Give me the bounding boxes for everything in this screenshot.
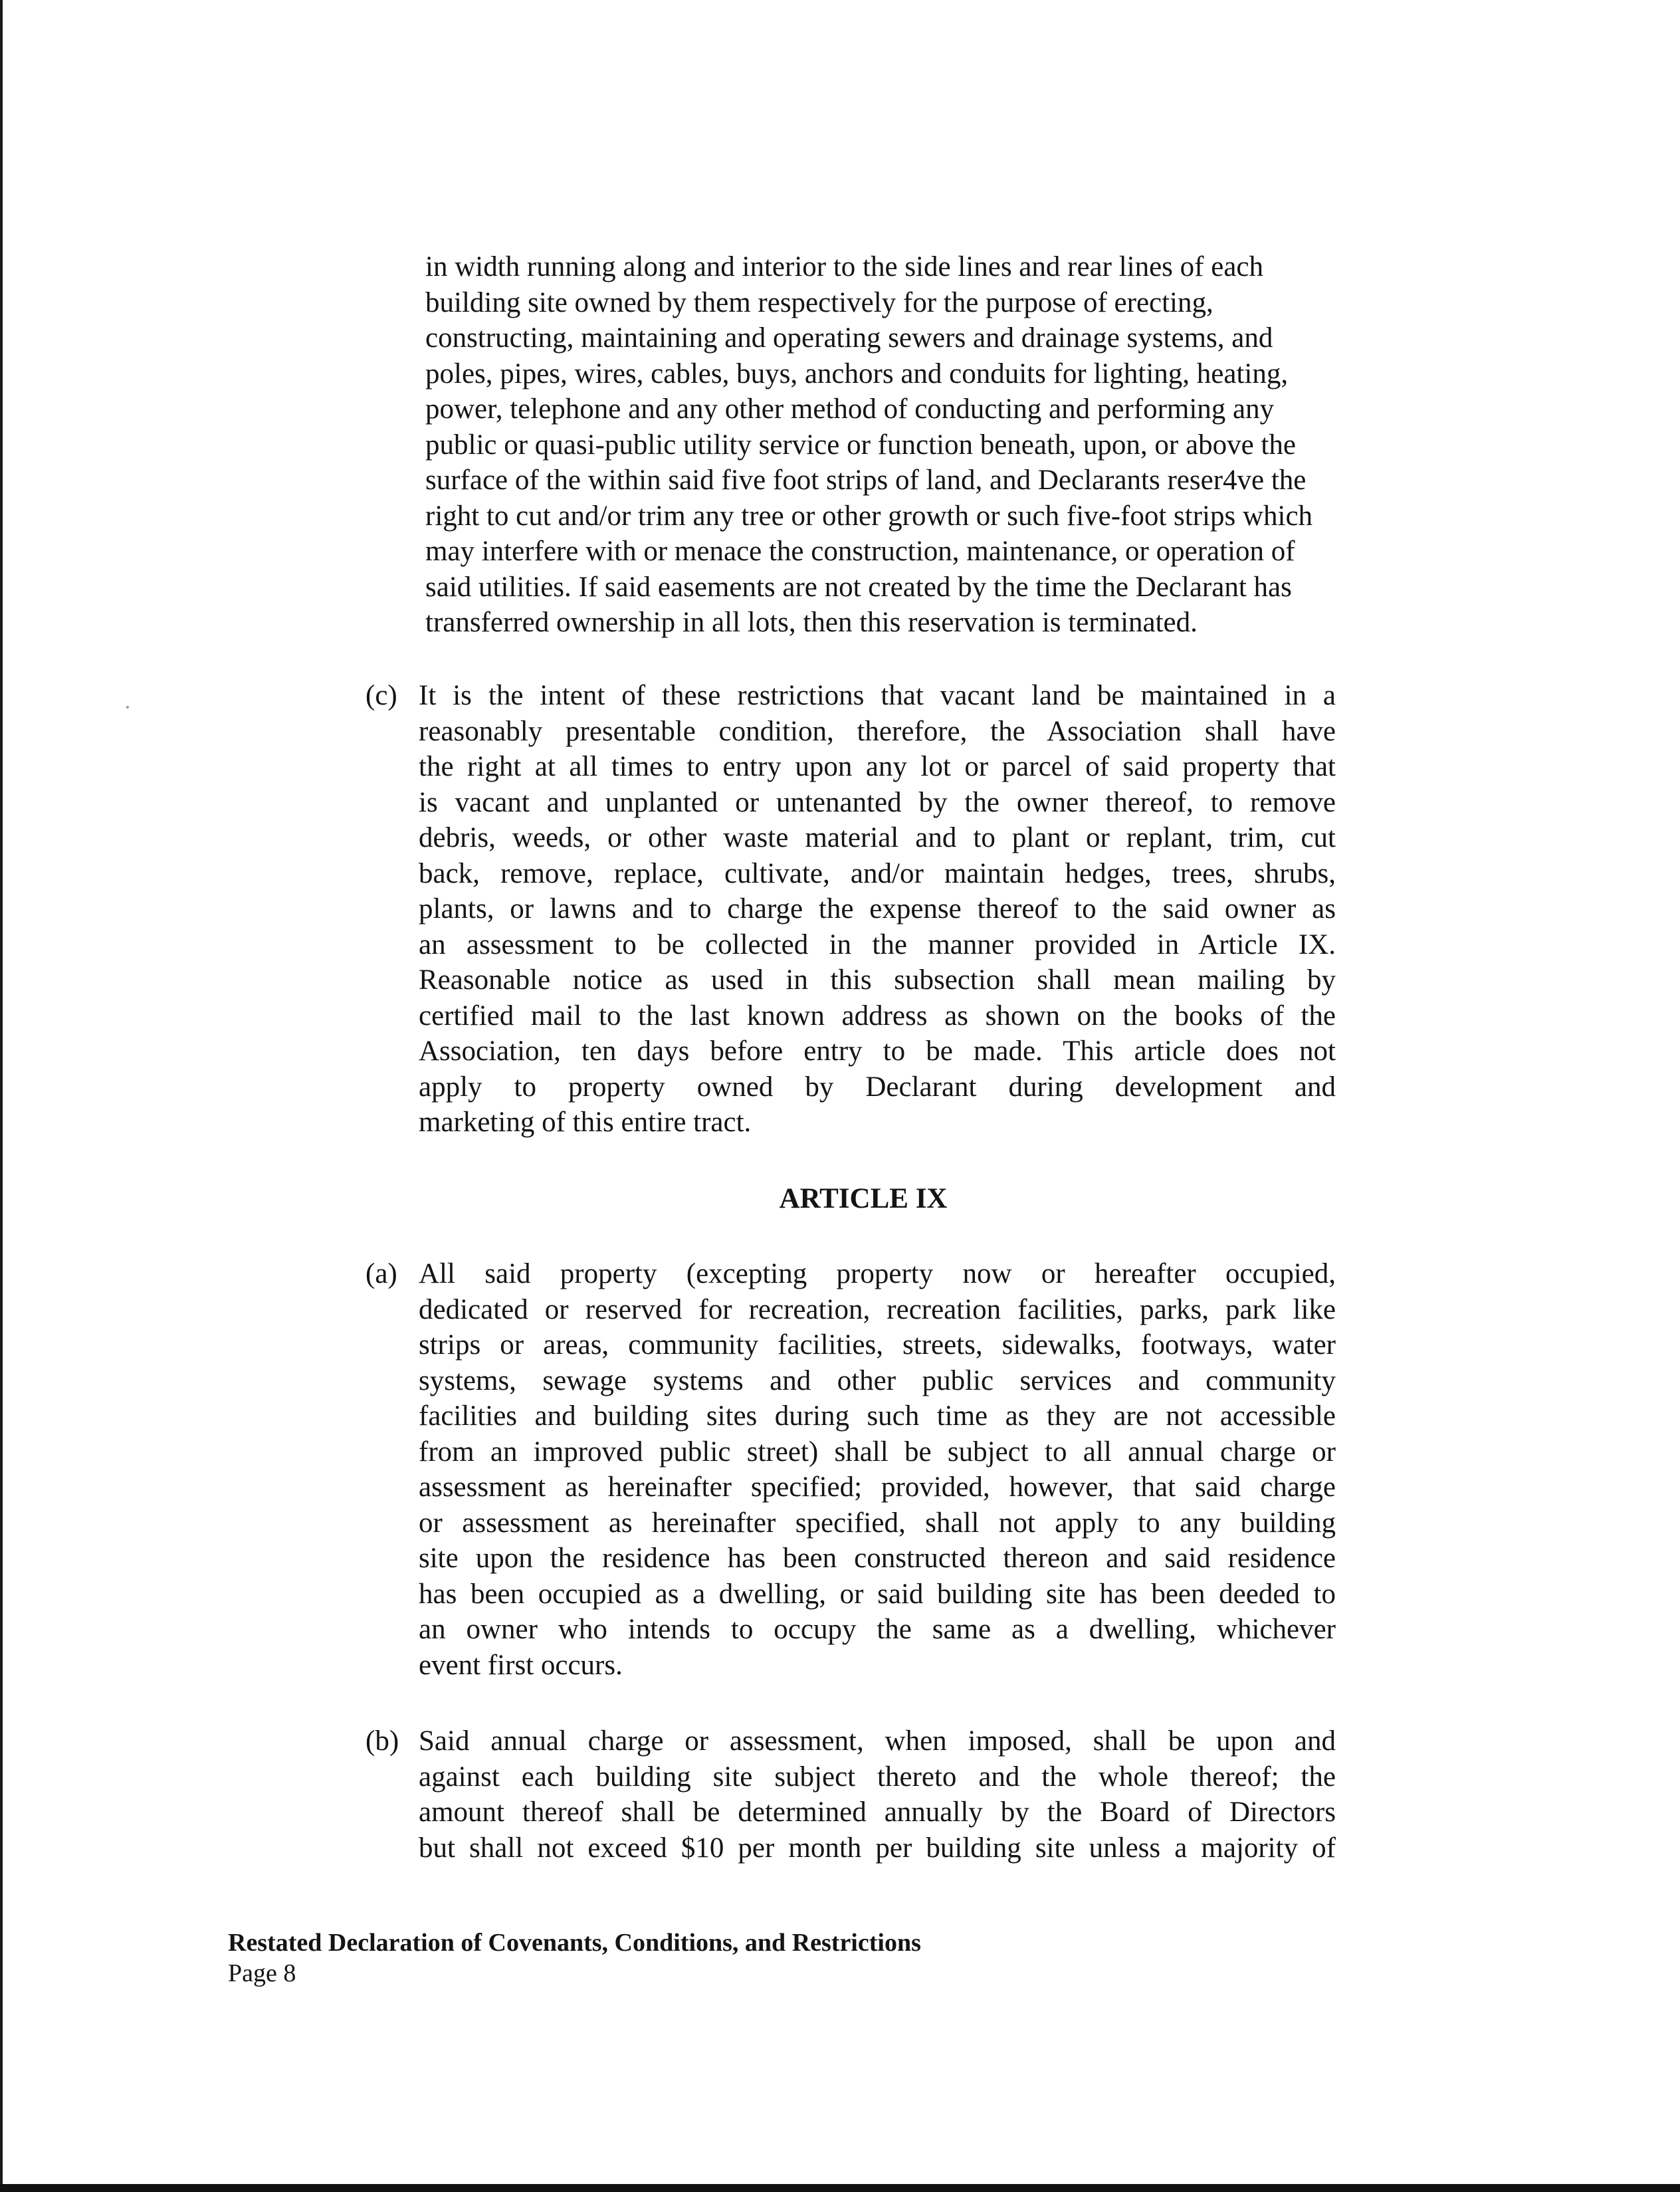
text-line: debris, weeds, or other waste material and to plant or replant, trim, cut <box>419 822 1336 853</box>
text-line: against each building site subject thereto and the whole thereof; the <box>419 1761 1336 1793</box>
subsection-marker: (b) <box>366 1725 399 1757</box>
text-line: certified mail to the last known address as shown on the books of the <box>419 1000 1336 1032</box>
text-line: an owner who intends to occupy the same as a dwelling, whichever <box>419 1614 1336 1645</box>
text-line: strips or areas, community facilities, streets, sidewalks, footways, water <box>419 1329 1336 1361</box>
text-line: said utilities. If said easements are not created by the time the Declarant has <box>425 571 1292 603</box>
article-heading: ARTICLE IX <box>779 1183 948 1214</box>
text-line: plants, or lawns and to charge the expense thereof to the said owner as <box>419 893 1336 925</box>
subsection-body <box>419 1723 1336 1866</box>
scan-speck <box>126 706 129 709</box>
text-line: an assessment to be collected in the manner provided in Article IX. <box>419 929 1336 960</box>
text-line: It is the intent of these restrictions that vacant land be maintained in a <box>419 680 1336 711</box>
text-line: poles, pipes, wires, cables, buys, anchors and conduits for lighting, heating, <box>425 358 1289 389</box>
subsection-body <box>419 1256 1336 1683</box>
text-line: is vacant and unplanted or untenanted by the owner thereof, to remove <box>419 786 1336 818</box>
text-line: marketing of this entire tract. <box>419 1107 752 1138</box>
text-line: Association, ten days before entry to be made. This article does not <box>419 1036 1336 1067</box>
text-line: site upon the residence has been constructed thereon and said residence <box>419 1543 1336 1574</box>
scan-left-edge <box>0 0 3 2192</box>
text-line: All said property (excepting property now or hereafter occupied, <box>419 1258 1336 1289</box>
text-line: Said annual charge or assessment, when imposed, shall be upon and <box>419 1725 1336 1757</box>
continuation-paragraph <box>425 249 1409 641</box>
subsection-marker: (a) <box>366 1258 397 1289</box>
text-line: dedicated or reserved for recreation, recreation facilities, parks, park like <box>419 1293 1336 1325</box>
text-line: amount thereof shall be determined annually by the Board of Directors <box>419 1797 1336 1828</box>
scan-bottom-edge <box>0 2184 1680 2192</box>
text-line: apply to property owned by Declarant during development and <box>419 1071 1336 1103</box>
text-line: building site owned by them respectively for the purpose of erecting, <box>425 286 1213 318</box>
subsection-body <box>419 678 1336 1141</box>
text-line: from an improved public street) shall be subject to all annual charge or <box>419 1436 1336 1468</box>
text-line: event first occurs. <box>419 1649 623 1681</box>
text-line: public or quasi-public utility service or function beneath, upon, or above the <box>425 429 1296 461</box>
footer-document-title: Restated Declaration of Covenants, Conditions, and Restrictions <box>228 1929 921 1957</box>
text-line: surface of the within said five foot strips of land, and Declarants reser4ve the <box>425 465 1307 496</box>
text-line: right to cut and/or trim any tree or other growth or such five-foot strips which <box>425 500 1313 532</box>
footer-page-number: Page 8 <box>228 1959 296 1987</box>
text-line: power, telephone and any other method of conducting and performing any <box>425 393 1275 425</box>
text-line: but shall not exceed $10 per month per building site unless a majority of <box>419 1832 1336 1864</box>
text-line: or assessment as hereinafter specified, shall not apply to any building <box>419 1507 1336 1539</box>
subsection-marker: (c) <box>366 680 397 711</box>
text-line: transferred ownership in all lots, then this reservation is terminated. <box>425 607 1198 638</box>
text-line: reasonably presentable condition, therefore, the Association shall have <box>419 715 1336 747</box>
text-line: has been occupied as a dwelling, or said building site has been deeded to <box>419 1578 1336 1610</box>
text-line: Reasonable notice as used in this subsection shall mean mailing by <box>419 964 1336 996</box>
text-line: the right at all times to entry upon any lot or parcel of said property that <box>419 751 1336 782</box>
text-line: assessment as hereinafter specified; provided, however, that said charge <box>419 1472 1336 1503</box>
page-footer <box>228 1927 921 1989</box>
text-line: back, remove, replace, cultivate, and/or maintain hedges, trees, shrubs, <box>419 857 1336 889</box>
text-line: constructing, maintaining and operating sewers and drainage systems, and <box>425 322 1273 354</box>
text-line: facilities and building sites during such time as they are not accessible <box>419 1400 1336 1432</box>
text-line: systems, sewage systems and other public services and community <box>419 1365 1336 1396</box>
text-line: may interfere with or menace the construction, maintenance, or operation of <box>425 536 1295 567</box>
text-line: in width running along and interior to the side lines and rear lines of each <box>425 251 1263 282</box>
